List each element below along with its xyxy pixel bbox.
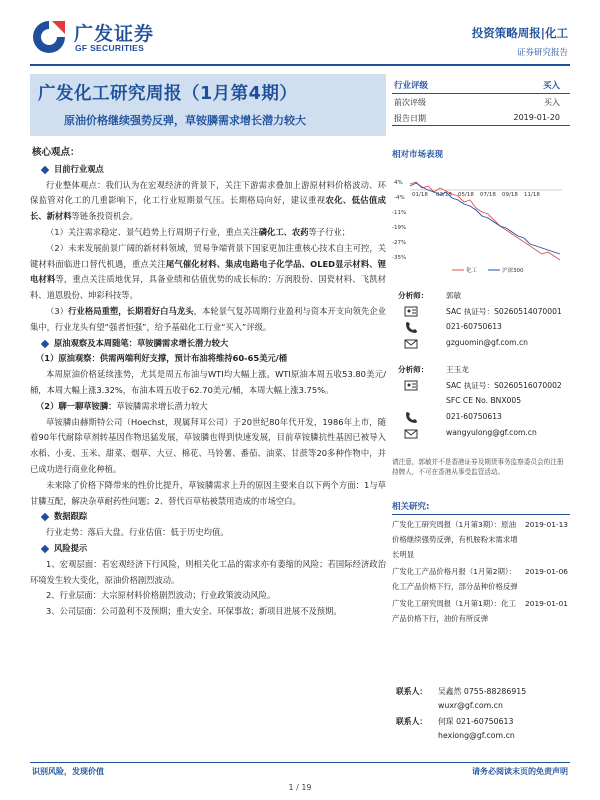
analyst-sac-row xyxy=(392,378,570,394)
analyst-sac-row xyxy=(392,304,570,320)
related-item-date: 2019-01-13 xyxy=(525,520,568,529)
analyst-email-row xyxy=(392,426,570,442)
analyst-email[interactable]: wangyulong@gf.com.cn xyxy=(446,428,537,437)
rating-value: 买入 xyxy=(542,81,560,91)
report-type: 投资策略周报|化工 xyxy=(471,26,568,40)
related-research xyxy=(392,500,570,626)
logo-english-text: GF SECURITIES xyxy=(75,43,145,53)
contact-value: 吴鑫然 0755-88286915 xyxy=(438,687,527,696)
ytick-label: 4% xyxy=(394,180,403,186)
analyst-name: 王玉龙 xyxy=(446,365,469,374)
related-item-date: 2019-01-01 xyxy=(525,599,568,608)
related-item-title[interactable]: 广发化工产品价格月报（1月第2期）：化工产品价格下行，部分品种价格反弹 xyxy=(392,567,518,591)
page-header xyxy=(0,0,600,68)
section-oil-essay: 原油观察及本周随笔：草铵膦需求增长潜力较大 xyxy=(30,336,386,352)
report-date-label: 报告日期 xyxy=(394,114,426,123)
chart-title: 相对市场表现 xyxy=(392,150,444,160)
ytick-label: -19% xyxy=(392,225,407,231)
contacts-block xyxy=(392,684,570,744)
phone-icon xyxy=(404,321,418,334)
ytick-label: -4% xyxy=(394,195,405,201)
ytick-label: -35% xyxy=(392,255,407,261)
section-industry-view: 目前行业观点 xyxy=(30,162,386,178)
paragraph-point-1: （1）关注需求稳定、景气趋势上行周期子行业，重点关注磷化工、农药等子行业； xyxy=(46,226,350,237)
analyst-role-label: 分析师： xyxy=(398,291,429,300)
related-item-title[interactable]: 广发化工研究周报（1月第1期）：化工产品价格下行，油价有所反弹 xyxy=(392,599,516,623)
paragraph-oil-price: 本周原油价格延续涨势，尤其是周五布油与WTI均大幅上涨。WTI原油本周五收53.80美元/桶，本周大幅上涨3.32%，布油本周五收于62.70美元/桶，本周大幅上涨3.75%。 xyxy=(30,369,386,395)
analyst-phone: 021-60750613 xyxy=(446,412,502,421)
mail-icon xyxy=(404,337,418,350)
related-item[interactable] xyxy=(392,596,570,626)
id-card-icon xyxy=(404,305,418,318)
analyst-2 xyxy=(392,362,570,442)
footer-disclaimer-note: 请务必阅读末页的免责声明 xyxy=(472,767,568,776)
analyst-email[interactable]: gzguomin@gf.com.cn xyxy=(446,338,528,347)
title-box xyxy=(30,74,386,136)
report-subtitle: 证券研究报告 xyxy=(516,48,568,58)
analyst-sfc-row xyxy=(392,394,570,410)
analyst-email-row xyxy=(392,336,570,352)
performance-chart-svg xyxy=(392,168,570,276)
footer-divider xyxy=(30,762,570,763)
gf-logo-icon xyxy=(30,18,68,56)
ytick-label: -11% xyxy=(392,210,407,216)
xtick-label: 03/18 xyxy=(436,192,452,198)
report-headline: 原油价格继续强势反弹，草铵膦需求增长潜力较大 xyxy=(64,114,306,127)
paragraph-glufosinate-history: 草铵膦由赫斯特公司（Hoechst，现属拜耳公司）于20世纪80年代开发，1986年上市，随着90年代耐除草剂转基因作物迅猛发展，草铵膦也得到快速发展，目前草铵膦抗性基因已被导入水稻、小麦、玉米、甜菜、烟草、大豆、棉花、马铃薯、番茄、油菜、甘蔗等20多种作物中，并已成功进行商业化种植。 xyxy=(30,416,386,474)
paragraph-risk-company: 3、公司层面：公司盈利不及预期；重大安全、环保事故；新项目进展不及预期。 xyxy=(46,606,342,617)
rating-row-date xyxy=(392,110,570,126)
xtick-label: 05/18 xyxy=(458,192,474,198)
report-date-value: 2019-01-20 xyxy=(513,113,560,122)
analyst-phone: 021-60750613 xyxy=(446,322,502,331)
analyst-name-row xyxy=(392,362,570,378)
phone-icon xyxy=(404,411,418,424)
xtick-label: 09/18 xyxy=(502,192,518,198)
paragraph-overall: 行业整体观点：我们认为在宏观经济的背景下，关注下游需求叠加上游原材料价格波动、环保监管对化工的几重影响下，化工行业短期景气压。长期格局向好，建议重视农化、低估值成长、新材料等链条投资机会。 xyxy=(30,179,386,222)
id-card-icon xyxy=(404,379,418,392)
xtick-label: 01/18 xyxy=(412,192,428,198)
analyst-name: 郭敏 xyxy=(446,291,462,300)
related-item-title[interactable]: 广发化工研究周报（1月第3期）：原油价格继续强势反弹，有机胺粉末需求增长明显 xyxy=(392,520,518,559)
contact-row xyxy=(392,729,570,744)
xtick-label: 11/18 xyxy=(524,192,540,198)
section-risk: 风险提示 xyxy=(30,541,386,557)
contact-row xyxy=(392,714,570,729)
contact-label: 联系人： xyxy=(396,717,428,726)
xtick-label: 07/18 xyxy=(480,192,496,198)
relative-performance-chart xyxy=(392,168,570,276)
analyst-sac: SAC 执证号：S0260514070001 xyxy=(446,307,562,316)
ytick-label: -27% xyxy=(392,240,407,246)
analyst-1 xyxy=(392,288,570,352)
paragraph-trend: 行业走势：落后大盘。行业估值：低于历史均值。 xyxy=(46,527,229,538)
paragraph-risk-macro: 1、宏观层面：若宏观经济下行风险，则相关化工品的需求亦有萎缩的风险；若国际经济政治环境发生较大变化，原油价格剧烈波动。 xyxy=(30,558,386,585)
contact-email[interactable]: wuxr@gf.com.cn xyxy=(438,701,503,710)
subsection-glufosinate: （2）聊一聊草铵膦：草铵膦需求增长潜力较大 xyxy=(36,400,208,411)
chart-heading-wrap xyxy=(392,148,570,162)
mail-icon xyxy=(404,427,418,440)
header-divider xyxy=(30,64,570,66)
gf-securities-logo xyxy=(30,18,200,58)
analyst-disclaimer: 请注意，郭敏并不是香港证券及期货事务监察委员会的注册持牌人，不可在香港从事受监管活动。 xyxy=(392,458,564,476)
analyst-phone-row xyxy=(392,410,570,426)
core-views-heading: 核心观点： xyxy=(32,147,80,158)
analyst-sac: SAC 执证号：S0260516070002 xyxy=(446,381,562,390)
analyst-sfc: SFC CE No. BNX005 xyxy=(446,396,522,405)
legend-label-chemical: 化工 xyxy=(466,268,478,274)
related-item-date: 2019-01-06 xyxy=(525,567,568,576)
report-title: 广发化工研究周报（1月第4期） xyxy=(38,84,298,104)
rating-row-industry xyxy=(392,76,570,94)
paragraph-risk-industry: 2、行业层面：大宗原材料价格剧烈波动；行业政策波动风险。 xyxy=(46,590,276,601)
legend-label-hs300: 沪深300 xyxy=(502,268,524,274)
previous-rating-value: 买入 xyxy=(544,98,560,107)
section-data-tracking: 数据跟踪 xyxy=(30,509,386,525)
contact-label: 联系人： xyxy=(396,687,428,696)
analyst-name-row xyxy=(392,288,570,304)
rating-table xyxy=(392,76,570,126)
related-research-title: 相关研究: xyxy=(392,500,570,515)
rating-row-previous xyxy=(392,94,570,110)
related-item[interactable] xyxy=(392,564,570,594)
paragraph-point-3: （3）行业格局重塑，长期看好白马龙头，本轮景气复苏周期行业盈利与资本开支向领先企业集中，行业龙头有望“强者恒强”，给予基础化工行业“买入”评级。 xyxy=(30,305,386,332)
logo-chinese-text: 广发证券 xyxy=(74,23,155,45)
rating-label: 行业评级 xyxy=(394,81,429,91)
previous-rating-label: 前次评级 xyxy=(394,98,426,107)
contact-row xyxy=(392,699,570,714)
related-item[interactable] xyxy=(392,517,570,562)
contact-row xyxy=(392,684,570,699)
main-body xyxy=(30,145,386,620)
contact-email[interactable]: hexiong@gf.com.cn xyxy=(438,731,515,740)
paragraph-glufosinate-demand: 未来除了价格下降带来的性价比提升，草铵膦需求上升的原因主要来自以下两个方面：1与草甘膦互配，解决杂草耐药性问题；2、替代百草枯被禁用造成的市场空白。 xyxy=(30,479,386,506)
paragraph-point-2: （2）未来发展前景广阔的新材料领域，贸易争端背景下国家更加注重核心技术自主可控，关键材料面临进口替代机遇，重点关注尾气催化材料、集成电路电子化学品、OLED显示材料、锂电材料等，重点关注质地优异，具备业绩和估值优势的成长标的：万润股份、国瓷材料、飞凯材料、道恩股份、坤彩科技等。 xyxy=(30,242,386,301)
analyst-role-label: 分析师： xyxy=(398,365,429,374)
analyst-phone-row xyxy=(392,320,570,336)
page-number: 1 / 19 xyxy=(288,783,312,792)
subsection-oil: （1）原油观察：供需两端利好支撑，预计布油将维持60-65美元/桶 xyxy=(36,353,288,364)
contact-value: 何琛 021-60750613 xyxy=(438,717,514,726)
footer-slogan: 识别风险，发现价值 xyxy=(32,767,104,776)
